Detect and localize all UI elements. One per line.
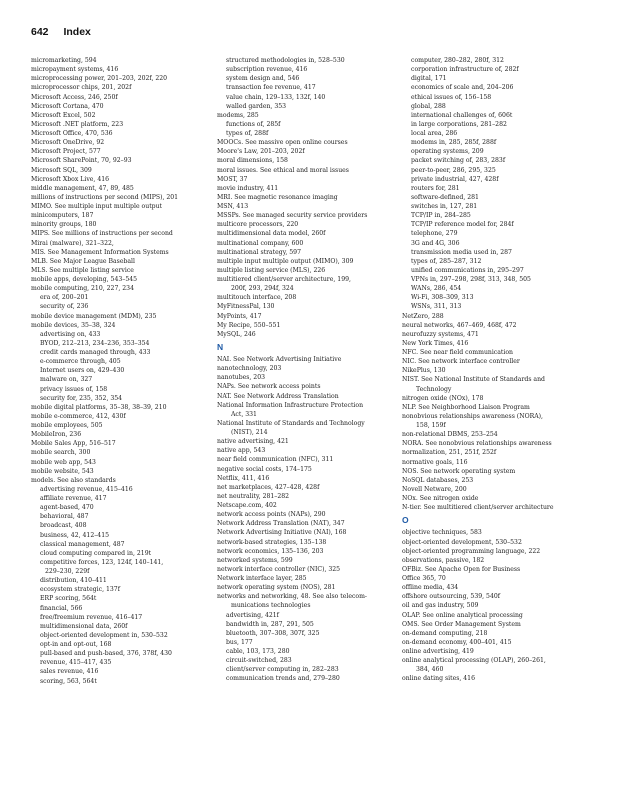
index-entry: multinational strategy, 597 <box>217 248 301 256</box>
index-entry: online dating sites, 416 <box>402 675 475 683</box>
index-subentry: modems in, 285, 285f, 288f <box>411 139 497 147</box>
index-subentry: Technology <box>416 385 452 393</box>
index-subentry: sales revenue, 416 <box>40 668 99 676</box>
section-letter: N <box>217 341 224 352</box>
index-subentry: BYOD, 212–213, 234–236, 353–354 <box>40 339 150 347</box>
index-entry: NOx. See nitrogen oxide <box>402 495 479 502</box>
index-subentry: malware on, 327 <box>40 376 93 384</box>
index-entry: normalization, 251, 251f, 252f <box>402 449 497 457</box>
index-entry: Microsoft Cortana, 470 <box>31 102 104 110</box>
index-subentry: software-defined, 281 <box>411 193 479 201</box>
index-entry: MIS. See Management Information Systems <box>31 248 169 256</box>
index-entry: mobile website, 543 <box>31 467 94 475</box>
index-entry: NIST. See National Institute of Standards and <box>402 376 545 384</box>
index-subentry: computer, 280–282, 280f, 312 <box>411 57 504 64</box>
index-entry: MOOCs. See massive open online courses <box>217 139 348 147</box>
index-entry: OLAP. See online analytical processing <box>402 611 523 619</box>
index-entry: NORA. See nonobvious relationships awareness <box>402 440 552 448</box>
index-subentry: (NIST), 214 <box>231 429 268 436</box>
index-entry: non-relational DBMS, 253–254 <box>402 431 498 439</box>
index-subentry: subscription revenue, 416 <box>226 66 308 74</box>
index-entry: OMS. See Order Management System <box>402 620 521 628</box>
index-subentry: cable, 103, 173, 280 <box>226 648 290 655</box>
index-entry: mobile device management (MDM), 235 <box>31 312 157 320</box>
index-subentry: digital, 171 <box>411 75 447 83</box>
index-subentry: local area, 286 <box>411 130 458 137</box>
index-subentry: 3G and 4G, 306 <box>411 239 460 247</box>
index-entry: object-oriented development, 530–532 <box>402 538 522 546</box>
index-subentry: unified communications in, 295–297 <box>411 266 524 274</box>
index-subentry: types of, 285–287, 312 <box>411 257 482 265</box>
index-entry: MIPS. See millions of instructions per second <box>31 230 173 238</box>
index-subentry: agent-based, 470 <box>40 504 94 512</box>
index-subentry: broadcast, 408 <box>40 522 87 530</box>
index-entry: multitouch interface, 208 <box>217 294 297 302</box>
index-entry: neurofuzzy systems, 471 <box>402 330 479 338</box>
index-entry: Microsoft Project, 577 <box>31 148 101 156</box>
index-subentry: classical management, 487 <box>40 540 125 548</box>
index-entry: near field communication (NFC), 311 <box>217 456 334 464</box>
index-entry: mobile web app, 543 <box>31 458 96 466</box>
index-entry: object-oriented programming language, 222 <box>402 547 541 555</box>
index-entry: mobile computing, 210, 227, 234 <box>31 285 134 293</box>
index-entry: network economics, 135–136, 203 <box>217 547 324 555</box>
index-subentry: e-commerce through, 405 <box>40 358 121 366</box>
index-entry: network-based strategies, 135–138 <box>217 538 327 546</box>
index-entry: modems, 285 <box>217 111 259 119</box>
index-entry: multicore processors, 220 <box>217 221 299 229</box>
index-subentry: 384, 460 <box>416 666 444 674</box>
index-subentry: transaction fee revenue, 417 <box>226 84 316 92</box>
index-entry: observations, passive, 182 <box>402 556 485 564</box>
index-entry: MobileIron, 236 <box>31 431 82 439</box>
index-entry: neural networks, 467–469, 468f, 472 <box>402 321 517 329</box>
index-subentry: distribution, 410–411 <box>40 577 107 585</box>
index-entry: objective techniques, 583 <box>402 529 482 537</box>
index-subentry: revenue, 415–417, 435 <box>40 659 112 667</box>
index-entry: MyPoints, 417 <box>217 312 262 320</box>
index-entry: NAPs. See network access points <box>217 383 321 391</box>
index-subentry: advertising, 421f <box>226 611 279 619</box>
index-subentry: in large corporations, 281–282 <box>411 120 507 128</box>
index-entry: millions of instructions per second (MIPS), 201 <box>31 193 179 201</box>
index-subentry: Internet users on, 429–430 <box>40 367 125 375</box>
index-subentry: advertising on, 433 <box>40 330 101 338</box>
index-entry: MySQL, 246 <box>217 330 256 338</box>
section-letter: O <box>402 515 409 526</box>
index-entry: My Recipe, 550–551 <box>217 321 281 329</box>
index-subentry: object-oriented development in, 530–532 <box>40 631 168 639</box>
index-subentry: private industrial, 427, 428f <box>411 175 499 183</box>
index-entry: multiple listing service (MLS), 226 <box>217 266 326 274</box>
index-subentry: global, 288 <box>411 102 446 110</box>
index-subentry: Wi-Fi, 308–309, 313 <box>411 294 474 302</box>
index-entry: MLB. See Major League Baseball <box>31 257 135 265</box>
index-entry: multidimensional data model, 260f <box>217 230 326 238</box>
index-entry: minicomputers, 187 <box>31 212 94 220</box>
index-entry: network interface controller (NIC), 325 <box>217 565 341 573</box>
index-column-3 <box>402 56 582 684</box>
index-entry: micromarketing, 594 <box>31 57 97 64</box>
index-entry: Network interface layer, 285 <box>217 575 307 582</box>
index-entry: models. See also standards <box>31 476 116 484</box>
index-subentry: telephone, 279 <box>411 230 458 238</box>
index-entry: offline media, 434 <box>402 584 459 592</box>
index-entry: mobile digital platforms, 35–38, 38–39, 210 <box>31 403 167 411</box>
index-subentry: TCP/IP reference model for, 284f <box>411 221 514 229</box>
index-subentry: WSNs, 311, 313 <box>411 303 462 311</box>
index-subentry: scoring, 563, 564t <box>40 677 97 685</box>
index-subentry: peer-to-peer, 286, 295, 325 <box>411 166 496 174</box>
index-subentry: client/server computing in, 282–283 <box>226 666 339 674</box>
index-subentry: structured methodologies in, 528–530 <box>226 57 345 64</box>
index-entry: MyFitnessPal, 130 <box>217 303 275 311</box>
index-subentry: types of, 288f <box>226 130 269 137</box>
index-column-1 <box>31 56 211 686</box>
index-entry: NOS. See network operating system <box>402 467 516 475</box>
index-entry: net neutrality, 281–282 <box>217 492 290 500</box>
index-entry: networks and networking, 48. See also telecom- <box>217 593 367 601</box>
index-entry: moral issues. See ethical and moral issues <box>217 166 349 174</box>
index-entry: micropayment systems, 416 <box>31 66 119 74</box>
index-entry: multiple input multiple output (MIMO), 309 <box>217 257 354 265</box>
index-subentry: transmission media used in, 287 <box>411 248 512 256</box>
index-subentry: circuit-switched, 283 <box>226 657 292 665</box>
index-entry: mobile employees, 505 <box>31 422 103 429</box>
index-subentry: packet switching of, 283, 283f <box>411 157 506 165</box>
index-subentry: WANs, 286, 454 <box>411 285 462 293</box>
index-subentry: security for, 235, 352, 354 <box>40 394 123 402</box>
index-entry: on-demand computing, 218 <box>402 629 488 637</box>
index-subentry: cloud computing compared in, 219t <box>40 549 152 557</box>
index-entry: NikePlus, 130 <box>402 367 446 375</box>
index-entry: on-demand economy, 400–401, 415 <box>402 638 512 646</box>
index-entry: MIMO. See multiple input multiple output <box>31 203 163 210</box>
index-entry: nanotubes, 203 <box>217 374 266 382</box>
index-entry: moral dimensions, 158 <box>217 157 288 165</box>
index-entry: NAI. See Network Advertising Initiative <box>217 356 342 363</box>
index-entry: mobile devices, 35–38, 324 <box>31 321 116 329</box>
index-entry: microprocessor chips, 201, 202f <box>31 84 132 92</box>
index-entry: net marketplaces, 427–428, 428f <box>217 483 320 491</box>
index-entry: NAT. See Network Address Translation <box>217 392 339 400</box>
index-entry: MRI. See magnetic resonance imaging <box>217 193 338 201</box>
index-subentry: financial, 566 <box>40 604 83 612</box>
index-subentry: era of, 200–201 <box>40 294 89 302</box>
index-subentry: ecosystem strategic, 137f <box>40 586 120 594</box>
index-subentry: competitive forces, 123, 124f, 140–141, <box>40 558 164 566</box>
index-entry: Novell Netware, 200 <box>402 485 467 493</box>
index-subentry: free/freemium revenue, 416–417 <box>40 613 143 621</box>
index-subentry: walled garden, 353 <box>226 102 287 110</box>
index-subentry: communication trends and, 279–280 <box>226 675 340 683</box>
index-entry: Microsoft Office, 470, 536 <box>31 130 113 137</box>
index-subentry: credit cards managed through, 433 <box>40 349 151 356</box>
index-entry: NFC. See near field communication <box>402 349 513 356</box>
index-subentry: affiliate revenue, 417 <box>40 495 107 502</box>
index-entry: Netscape.com, 402 <box>217 502 277 509</box>
index-subentry: opt-in and opt-out, 168 <box>40 641 112 648</box>
index-subentry: corporation infrastructure of, 282f <box>411 66 519 74</box>
index-entry: normative goals, 116 <box>402 458 468 466</box>
index-entry: mobile search, 300 <box>31 449 91 457</box>
index-subentry: Act, 331 <box>231 410 257 418</box>
index-entry: online analytical processing (OLAP), 260–261, <box>402 657 546 665</box>
index-subentry: VPNs in, 297–298, 298f, 313, 348, 505 <box>411 276 531 283</box>
index-entry: Network Address Translation (NAT), 347 <box>217 520 345 528</box>
index-entry: NoSQL databases, 253 <box>402 476 474 484</box>
index-entry: Mobile Sales App, 516–517 <box>31 440 116 448</box>
index-entry: movie industry, 411 <box>217 184 279 192</box>
index-subentry: pull-based and push-based, 376, 378f, 430 <box>40 650 172 658</box>
index-entry: multitiered client/server architecture, 199, <box>217 276 351 283</box>
index-entry: middle management, 47, 89, 485 <box>31 184 134 192</box>
index-subentry: business, 42, 412–415 <box>40 531 110 539</box>
index-entry: Mirai (malware), 321–322, <box>31 239 114 247</box>
index-entry: network access points (NAPs), 290 <box>217 511 326 519</box>
index-entry: native app, 543 <box>217 447 266 455</box>
index-subentry: advertising revenue, 415–416 <box>40 485 133 493</box>
index-entry: New York Times, 416 <box>402 339 469 347</box>
index-entry: mobile e-commerce, 412, 430f <box>31 412 126 420</box>
index-entry: MSSPs. See managed security service providers <box>217 212 368 220</box>
index-entry: nonobvious relationships awareness (NORA), <box>402 412 544 420</box>
index-entry: multinational company, 600 <box>217 239 304 247</box>
index-entry: online advertising, 419 <box>402 648 474 655</box>
index-entry: Microsoft SQL, 309 <box>31 166 92 174</box>
index-subentry: bluetooth, 307–308, 307f, 325 <box>226 629 320 637</box>
index-subentry: bandwidth in, 287, 291, 505 <box>226 620 314 628</box>
index-entry: nitrogen oxide (NOx), 178 <box>402 394 484 402</box>
index-entry: National Information Infrastructure Protection <box>217 401 364 409</box>
index-subentry: routers for, 281 <box>411 184 460 192</box>
index-column-2 <box>217 56 397 684</box>
page-title: Index <box>63 26 91 38</box>
index-subentry: behavioral, 487 <box>40 513 89 521</box>
page-number: 642 <box>31 26 49 38</box>
index-entry: Microsoft Xbox Live, 416 <box>31 175 110 183</box>
index-entry: minority groups, 180 <box>31 221 97 229</box>
index-entry: microprocessing power, 201–203, 202f, 220 <box>31 75 168 83</box>
index-entry: MLS. See multiple listing service <box>31 266 134 274</box>
index-subentry: security of, 236 <box>40 303 89 311</box>
index-entry: NIC. See network interface controller <box>402 358 520 366</box>
index-entry: NetZero, 288 <box>402 312 444 320</box>
index-entry: MOST, 37 <box>217 175 248 183</box>
index-entry: NLP. See Neighborhood Liaison Program <box>402 403 530 411</box>
index-subentry: munications technologies <box>231 602 311 610</box>
index-entry: Microsoft Excel, 502 <box>31 111 96 119</box>
index-entry: network operating system (NOS), 281 <box>217 584 336 592</box>
index-subentry: ERP scoring, 564t <box>40 595 97 603</box>
index-entry: networked systems, 599 <box>217 556 293 564</box>
index-subentry: ethical issues of, 156–158 <box>411 93 492 101</box>
index-entry: National Institute of Standards and Technology <box>217 419 365 427</box>
index-entry: Microsoft Access, 246, 250f <box>31 93 118 101</box>
index-entry: oil and gas industry, 509 <box>402 602 479 610</box>
index-subentry: TCP/IP in, 284–285 <box>411 212 471 220</box>
index-subentry: 200f, 293, 294f, 324 <box>231 285 294 293</box>
page-header <box>31 26 91 38</box>
index-subentry: international challenges of, 606t <box>411 111 513 119</box>
index-subentry: switches in, 127, 281 <box>411 203 478 210</box>
index-subentry: economics of scale and, 204–206 <box>411 84 514 92</box>
index-subentry: multidimensional data, 260f <box>40 622 128 630</box>
index-entry: Office 365, 70 <box>402 575 446 582</box>
index-subentry: privacy issues of, 158 <box>40 385 108 393</box>
index-entry: Network Advertising Initiative (NAI), 168 <box>217 529 347 537</box>
index-entry: MSN, 413 <box>217 203 249 210</box>
index-subentry: system design and, 546 <box>226 75 300 83</box>
index-entry: OFBiz. See Apache Open for Business <box>402 565 521 573</box>
index-subentry: value chain, 129–133, 132f, 140 <box>226 93 326 101</box>
index-subentry: operating systems, 209 <box>411 148 484 156</box>
index-entry: N-tier. See multitiered client/server architecture <box>402 504 554 512</box>
index-subentry: 158, 159f <box>416 422 446 429</box>
index-subentry: bus, 177 <box>226 638 253 646</box>
index-entry: nanotechnology, 203 <box>217 365 282 373</box>
index-entry: Microsoft .NET platform, 223 <box>31 120 124 128</box>
index-entry: Microsoft SharePoint, 70, 92–93 <box>31 157 132 165</box>
index-entry: offshore outsourcing, 539, 540f <box>402 593 501 601</box>
index-subentry: functions of, 285f <box>226 120 281 128</box>
index-subentry: 229–230, 229f <box>45 568 90 575</box>
index-entry: Moore's Law, 201–203, 202f <box>217 148 305 156</box>
index-entry: Microsoft OneDrive, 92 <box>31 139 105 147</box>
index-entry: negative social costs, 174–175 <box>217 465 312 473</box>
index-entry: Netflix, 411, 416 <box>217 474 270 482</box>
index-entry: native advertising, 421 <box>217 438 289 446</box>
index-entry: mobile apps, developing, 543–545 <box>31 276 138 283</box>
